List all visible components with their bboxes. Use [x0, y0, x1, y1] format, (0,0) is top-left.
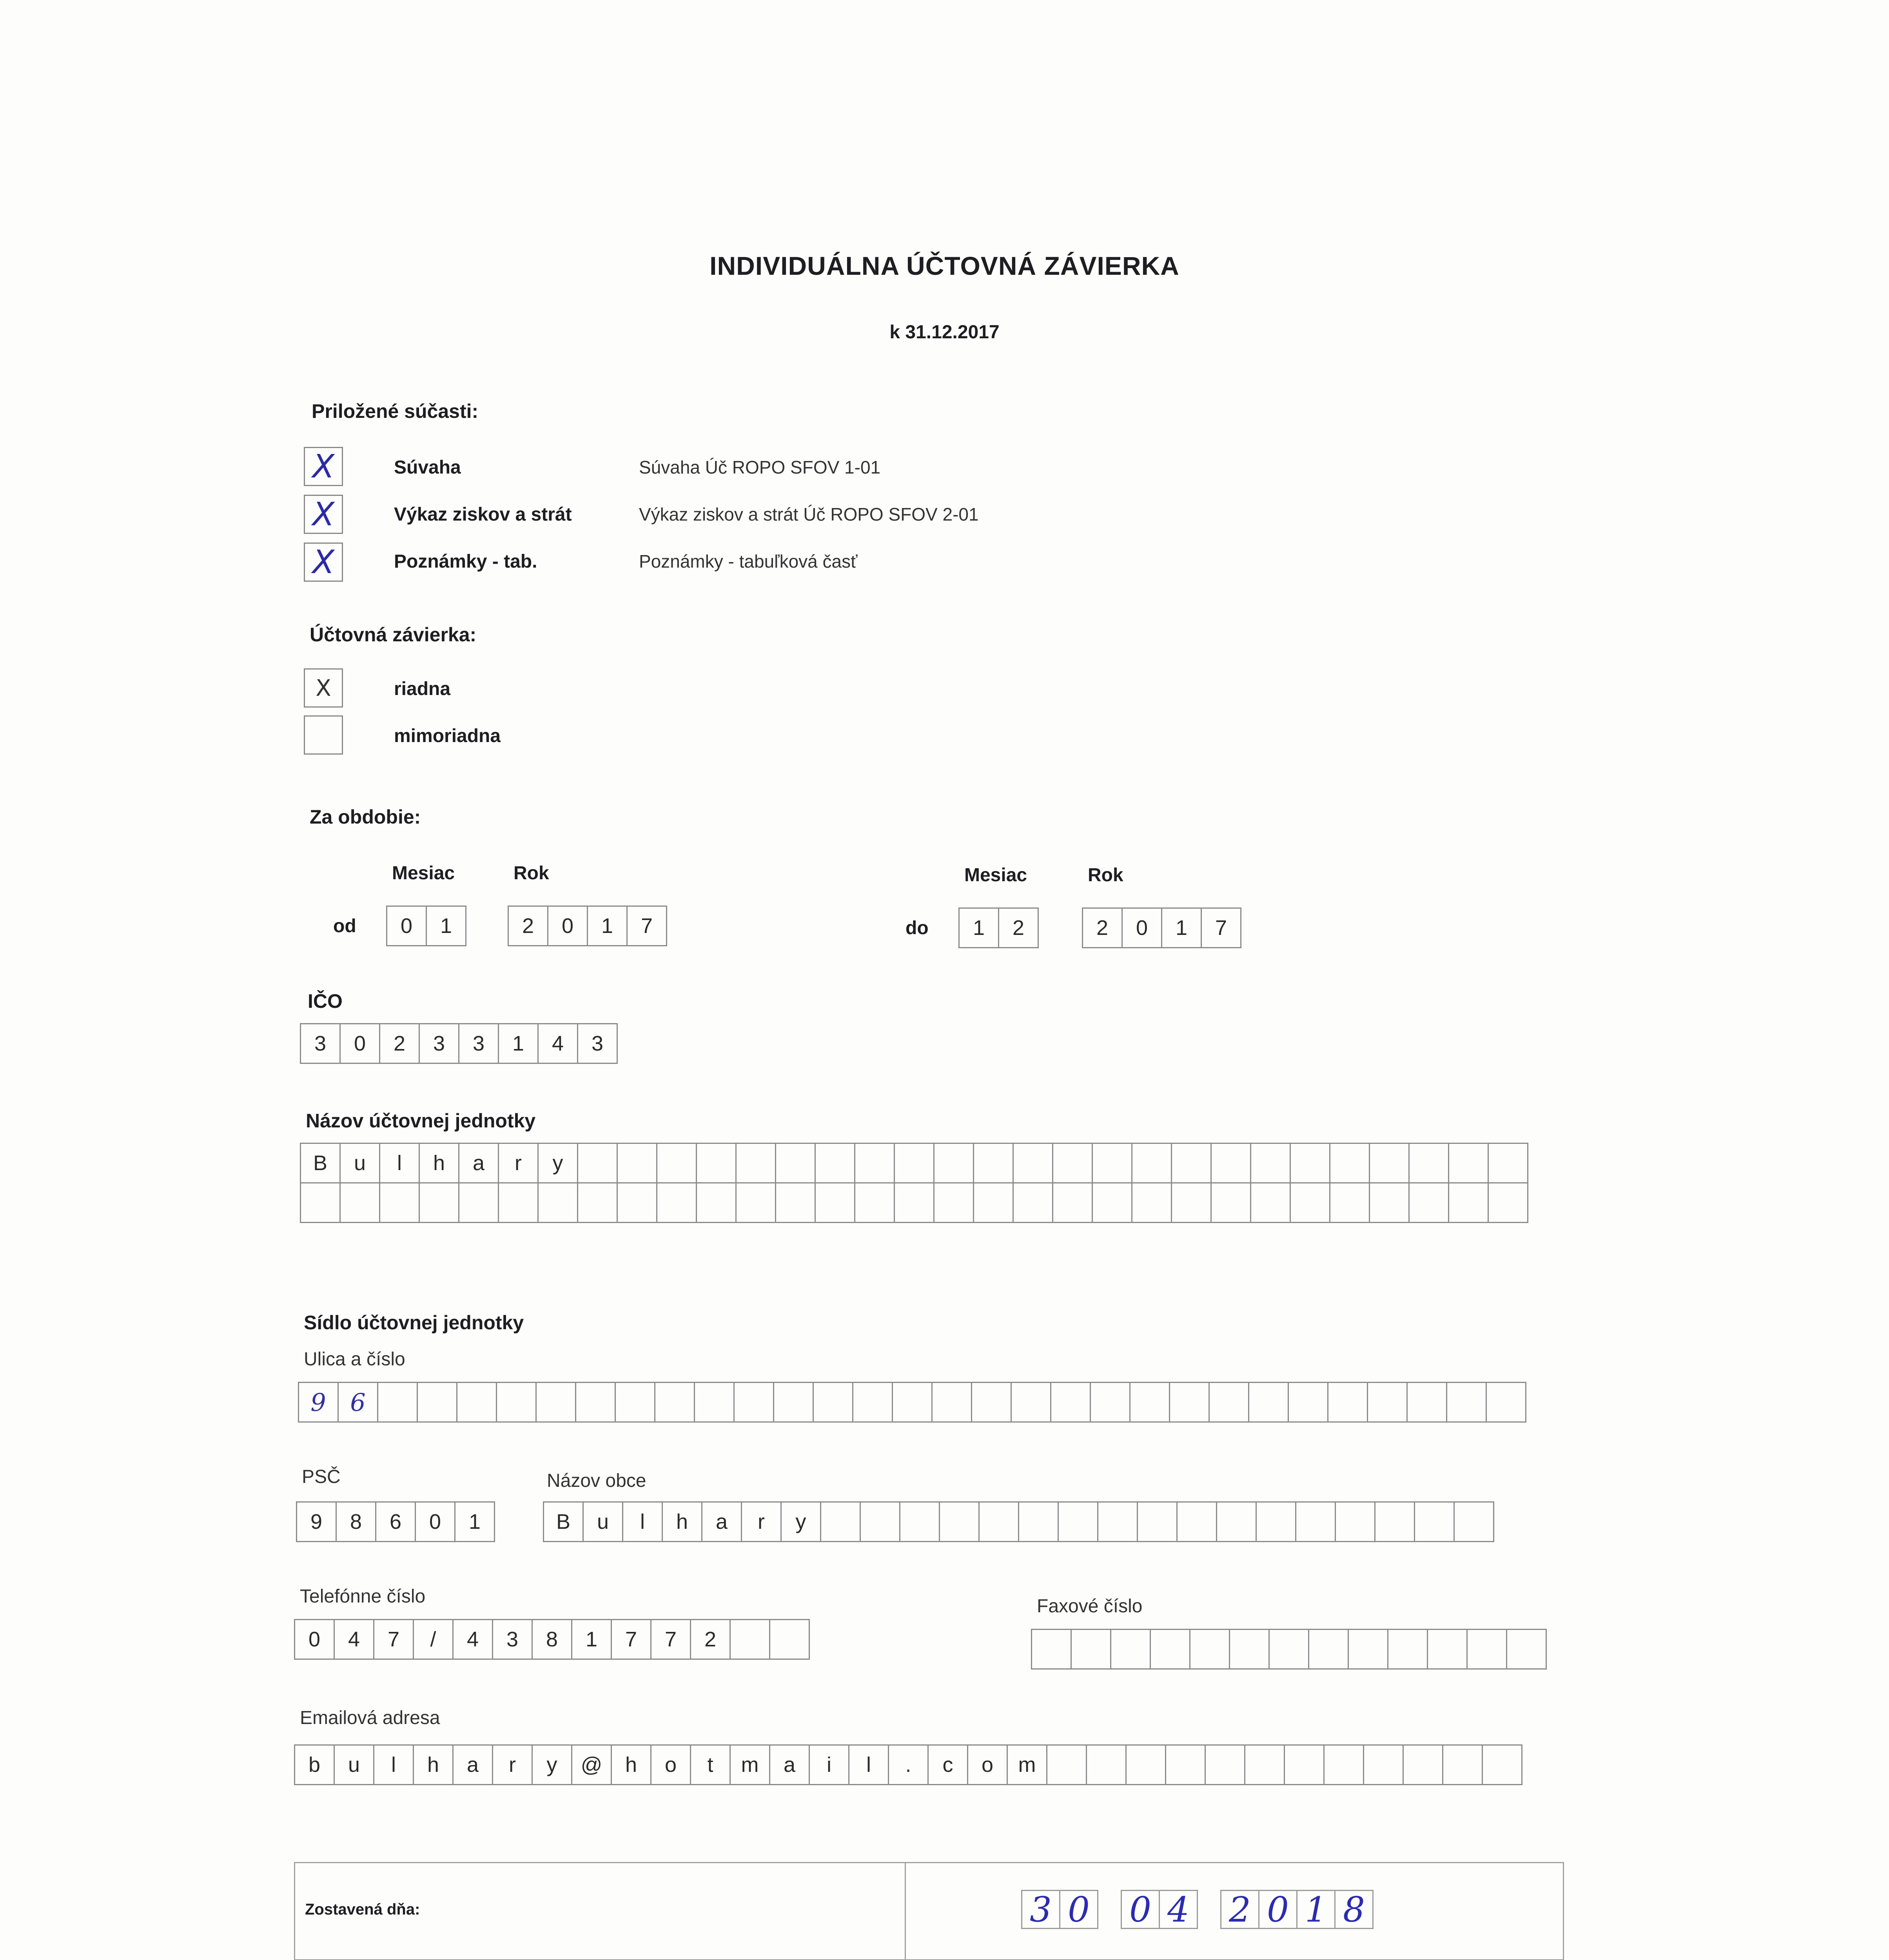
char-cell [1071, 1629, 1111, 1670]
char-cell [1427, 1629, 1468, 1670]
component-label: Poznámky - tab. [394, 551, 537, 572]
from-year-field[interactable] [508, 906, 667, 946]
digit-cell: 2 [508, 906, 548, 946]
char-cell [1031, 1629, 1072, 1670]
char-cell [577, 1182, 618, 1223]
char-cell: m [729, 1744, 770, 1785]
component-description: Výkaz ziskov a strát Úč ROPO SFOV 2-01 [639, 504, 979, 524]
char-cell: a [769, 1744, 810, 1785]
component-row-vykaz [304, 495, 343, 534]
checkmark: X [312, 495, 335, 533]
char-cell: 6 [338, 1382, 378, 1423]
char-cell [973, 1182, 1014, 1223]
digit-cell: 1 [587, 906, 628, 946]
from-year-label: Rok [514, 863, 549, 884]
char-cell [1488, 1143, 1528, 1183]
char-cell: 0 [294, 1619, 335, 1660]
char-cell: c [927, 1744, 968, 1785]
from-label: od [333, 916, 356, 936]
char-cell: u [339, 1143, 380, 1183]
ico-label: IČO [308, 990, 343, 1012]
checkmark: X [312, 543, 335, 581]
char-cell [1369, 1182, 1410, 1223]
char-cell [733, 1382, 774, 1423]
char-cell [1011, 1382, 1051, 1423]
char-cell [735, 1143, 776, 1183]
digit-cell: 3 [577, 1023, 618, 1064]
closing-type-label: riadna [394, 679, 451, 699]
char-cell [1327, 1382, 1368, 1423]
char-cell [1403, 1744, 1443, 1785]
component-row-suvaha [304, 447, 343, 486]
char-cell [1013, 1143, 1053, 1183]
char-cell [1210, 1143, 1251, 1183]
period-heading: Za obdobie: [310, 806, 421, 828]
char-cell [931, 1382, 972, 1423]
component-row-poznamky [304, 543, 343, 582]
char-cell [854, 1182, 895, 1223]
char-cell [1248, 1382, 1289, 1423]
char-cell [1256, 1501, 1296, 1542]
date-cell: 0 [1258, 1890, 1297, 1929]
components-heading: Priložené súčasti: [312, 400, 479, 422]
digit-cell: 1 [1161, 907, 1202, 948]
char-cell [1052, 1143, 1093, 1183]
char-cell [617, 1182, 657, 1223]
to-year-field[interactable] [1082, 907, 1241, 948]
digit-cell: 1 [498, 1023, 539, 1064]
char-cell [1369, 1143, 1410, 1183]
char-cell [852, 1382, 893, 1423]
char-cell [773, 1382, 814, 1423]
from-month-field[interactable] [386, 906, 466, 946]
char-cell [1171, 1182, 1212, 1223]
char-cell [1268, 1629, 1309, 1670]
component-label: Súvaha [394, 457, 461, 478]
char-cell [820, 1501, 861, 1542]
char-cell [1171, 1143, 1212, 1183]
char-cell [815, 1143, 855, 1183]
char-cell [1466, 1629, 1507, 1670]
seat-heading: Sídlo účtovnej jednotky [304, 1312, 524, 1334]
date-cell: 2 [1220, 1890, 1259, 1929]
char-cell: a [452, 1744, 493, 1785]
char-cell [978, 1501, 1019, 1542]
char-cell [379, 1182, 420, 1223]
entity-name-row2[interactable] [300, 1182, 1528, 1223]
char-cell [815, 1182, 855, 1223]
compiled-date[interactable] [1022, 1890, 1374, 1929]
char-cell [1363, 1744, 1404, 1785]
char-cell [813, 1382, 853, 1423]
psc-field[interactable] [296, 1501, 495, 1542]
phone-label: Telefónne číslo [300, 1586, 426, 1607]
email-label: Emailová adresa [300, 1708, 440, 1728]
char-cell [899, 1501, 940, 1542]
char-cell [1250, 1182, 1291, 1223]
char-cell: 1 [454, 1501, 495, 1542]
component-description: Poznámky - tabuľková časť [639, 551, 858, 572]
closing-type-label: mimoriadna [394, 726, 501, 746]
char-cell [300, 1182, 341, 1223]
street-field[interactable] [298, 1382, 1526, 1423]
char-cell [1482, 1744, 1522, 1785]
char-cell [458, 1182, 499, 1223]
char-cell [1387, 1629, 1428, 1670]
component-description: Súvaha Úč ROPO SFOV 1-01 [639, 457, 881, 477]
char-cell: 7 [611, 1619, 651, 1660]
char-cell [577, 1143, 618, 1183]
char-cell: 4 [452, 1619, 493, 1660]
char-cell [1290, 1182, 1330, 1223]
char-cell [1169, 1382, 1210, 1423]
char-cell [496, 1382, 537, 1423]
checkbox-poznamky[interactable] [304, 543, 343, 582]
char-cell: y [532, 1744, 572, 1785]
char-cell [656, 1143, 697, 1183]
char-cell [1216, 1501, 1257, 1542]
char-cell [456, 1382, 497, 1423]
char-cell: h [611, 1744, 651, 1785]
char-cell [1308, 1629, 1349, 1670]
char-cell [339, 1182, 380, 1223]
char-cell: h [419, 1143, 459, 1183]
char-cell: i [809, 1744, 849, 1785]
char-cell [769, 1619, 810, 1660]
char-cell [892, 1382, 933, 1423]
char-cell [1374, 1501, 1415, 1542]
signature-table [294, 1862, 1564, 1960]
char-cell [1448, 1182, 1489, 1223]
char-cell [1131, 1182, 1172, 1223]
char-cell [1244, 1744, 1285, 1785]
date-cell: 0 [1059, 1890, 1098, 1929]
char-cell: B [300, 1143, 341, 1183]
char-cell: 7 [373, 1619, 414, 1660]
digit-cell: 0 [339, 1023, 380, 1064]
char-cell [1205, 1744, 1245, 1785]
char-cell [1408, 1182, 1449, 1223]
char-cell [1209, 1382, 1249, 1423]
char-cell [1329, 1182, 1370, 1223]
char-cell [1335, 1501, 1375, 1542]
char-cell: 8 [532, 1619, 572, 1660]
char-cell [1367, 1382, 1408, 1423]
char-cell [696, 1143, 737, 1183]
digit-cell: 0 [386, 906, 427, 946]
char-cell [1446, 1382, 1487, 1423]
town-field[interactable] [543, 1501, 1494, 1542]
to-label: do [905, 918, 929, 938]
fax-label: Faxové číslo [1037, 1596, 1143, 1617]
to-month-field[interactable] [958, 907, 1039, 948]
char-cell [860, 1501, 900, 1542]
char-cell [933, 1182, 974, 1223]
compiled-label: Zostavená dňa: [305, 1901, 420, 1918]
char-cell [615, 1382, 655, 1423]
closing-type-heading: Účtovná závierka: [310, 624, 477, 646]
date-cell: 8 [1334, 1890, 1374, 1929]
digit-cell: 0 [1121, 907, 1162, 948]
char-cell [1097, 1501, 1138, 1542]
checkbox-riadna[interactable] [304, 668, 343, 708]
char-cell [775, 1143, 816, 1183]
char-cell [1295, 1501, 1336, 1542]
char-cell [656, 1182, 697, 1223]
char-cell: B [543, 1501, 584, 1542]
char-cell [729, 1619, 770, 1660]
char-cell [535, 1382, 576, 1423]
phone-field[interactable] [294, 1619, 810, 1660]
char-cell: r [498, 1143, 539, 1183]
checkbox-vykaz[interactable] [304, 495, 343, 534]
entity-name-label: Názov účtovnej jednotky [306, 1110, 536, 1132]
char-cell [1092, 1143, 1132, 1183]
digit-cell: 7 [626, 906, 667, 946]
char-cell [1137, 1501, 1178, 1542]
char-cell: y [780, 1501, 821, 1542]
char-cell: h [413, 1744, 454, 1785]
char-cell [1486, 1382, 1526, 1423]
char-cell [894, 1182, 935, 1223]
town-label: Názov obce [547, 1470, 646, 1491]
psc-label: PSČ [302, 1466, 341, 1487]
char-cell [377, 1382, 418, 1423]
char-cell [1150, 1629, 1190, 1670]
char-cell: 9 [298, 1382, 339, 1423]
char-cell [617, 1143, 657, 1183]
digit-cell: 3 [419, 1023, 459, 1064]
char-cell: r [492, 1744, 533, 1785]
digit-cell: 7 [1201, 907, 1241, 948]
char-cell: l [848, 1744, 889, 1785]
char-cell: t [690, 1744, 731, 1785]
char-cell: b [294, 1744, 335, 1785]
digit-cell: 3 [458, 1023, 499, 1064]
char-cell [971, 1382, 1012, 1423]
char-cell: 9 [296, 1501, 337, 1542]
ico-field[interactable] [300, 1023, 618, 1064]
document-title: INDIVIDUÁLNA ÚČTOVNÁ ZÁVIERKA [710, 251, 1179, 280]
char-cell: o [967, 1744, 1008, 1785]
char-cell [1414, 1501, 1455, 1542]
date-cell: 0 [1121, 1890, 1160, 1929]
digit-cell: 3 [300, 1023, 341, 1064]
char-cell [735, 1182, 776, 1223]
char-cell [1406, 1382, 1447, 1423]
digit-cell: 1 [426, 906, 466, 946]
digit-cell: 1 [958, 907, 999, 948]
char-cell: a [458, 1143, 499, 1183]
checkbox-suvaha[interactable] [304, 447, 343, 486]
char-cell [1018, 1501, 1059, 1542]
char-cell [1125, 1744, 1166, 1785]
fax-field[interactable] [1031, 1629, 1547, 1670]
char-cell [894, 1143, 935, 1183]
char-cell: o [650, 1744, 691, 1785]
char-cell [1165, 1744, 1206, 1785]
char-cell [575, 1382, 616, 1423]
digit-cell: 2 [998, 907, 1039, 948]
char-cell [939, 1501, 980, 1542]
char-cell [498, 1182, 539, 1223]
char-cell [1329, 1143, 1370, 1183]
char-cell [1050, 1382, 1091, 1423]
char-cell: u [582, 1501, 623, 1542]
digit-cell: 4 [537, 1023, 578, 1064]
char-cell: l [379, 1143, 420, 1183]
char-cell [417, 1382, 457, 1423]
char-cell [775, 1182, 816, 1223]
char-cell [1013, 1182, 1053, 1223]
char-cell [654, 1382, 695, 1423]
char-cell [1250, 1143, 1291, 1183]
char-cell: 6 [375, 1501, 416, 1542]
char-cell: 7 [650, 1619, 691, 1660]
document-date: k 31.12.2017 [889, 322, 1000, 343]
char-cell [1290, 1143, 1330, 1183]
char-cell [419, 1182, 459, 1223]
component-label: Výkaz ziskov a strát [394, 504, 572, 525]
street-label: Ulica a číslo [304, 1349, 405, 1370]
char-cell: 8 [336, 1501, 376, 1542]
char-cell: l [373, 1744, 414, 1785]
to-year-label: Rok [1088, 865, 1123, 886]
email-field[interactable] [294, 1744, 1522, 1785]
char-cell: / [413, 1619, 454, 1660]
char-cell [1046, 1744, 1087, 1785]
char-cell [1408, 1143, 1449, 1183]
date-cell: 4 [1159, 1890, 1198, 1929]
char-cell [1086, 1744, 1127, 1785]
digit-cell: 2 [1082, 907, 1123, 948]
char-cell: m [1007, 1744, 1047, 1785]
char-cell [1288, 1382, 1328, 1423]
char-cell [1488, 1182, 1528, 1223]
checkmark: X [312, 448, 335, 485]
char-cell [537, 1182, 578, 1223]
char-cell [1453, 1501, 1494, 1542]
char-cell: 2 [690, 1619, 731, 1660]
char-cell: 0 [415, 1501, 455, 1542]
char-cell: . [888, 1744, 929, 1785]
checkmark: X [316, 675, 331, 701]
char-cell [1052, 1182, 1093, 1223]
char-cell [973, 1143, 1014, 1183]
char-cell [1131, 1143, 1172, 1183]
char-cell [696, 1182, 737, 1223]
char-cell [1448, 1143, 1489, 1183]
char-cell [1176, 1501, 1217, 1542]
char-cell [1129, 1382, 1170, 1423]
char-cell [1110, 1629, 1151, 1670]
char-cell: @ [571, 1744, 612, 1785]
digit-cell: 2 [379, 1023, 420, 1064]
char-cell [1323, 1744, 1364, 1785]
char-cell: 4 [334, 1619, 374, 1660]
char-cell [1506, 1629, 1547, 1670]
digit-cell: 0 [547, 906, 588, 946]
char-cell [933, 1143, 974, 1183]
char-cell: l [622, 1501, 663, 1542]
char-cell [1058, 1501, 1098, 1542]
char-cell: 3 [492, 1619, 533, 1660]
char-cell: a [701, 1501, 742, 1542]
to-month-label: Mesiac [964, 865, 1027, 886]
char-cell [1229, 1629, 1270, 1670]
char-cell [694, 1382, 735, 1423]
entity-name-row1[interactable] [300, 1143, 1528, 1183]
char-cell [1189, 1629, 1230, 1670]
char-cell [1442, 1744, 1483, 1785]
char-cell [854, 1143, 895, 1183]
date-cell: 1 [1296, 1890, 1336, 1929]
char-cell [1284, 1744, 1325, 1785]
char-cell: 1 [571, 1619, 612, 1660]
char-cell: y [537, 1143, 578, 1183]
from-month-label: Mesiac [392, 863, 455, 884]
char-cell: h [662, 1501, 702, 1542]
date-cell: 3 [1021, 1890, 1060, 1929]
char-cell [1092, 1182, 1132, 1223]
char-cell: u [334, 1744, 374, 1785]
char-cell: r [741, 1501, 782, 1542]
char-cell [1348, 1629, 1388, 1670]
char-cell [1090, 1382, 1130, 1423]
checkbox-mimoriadna[interactable] [304, 715, 343, 755]
char-cell [1210, 1182, 1251, 1223]
